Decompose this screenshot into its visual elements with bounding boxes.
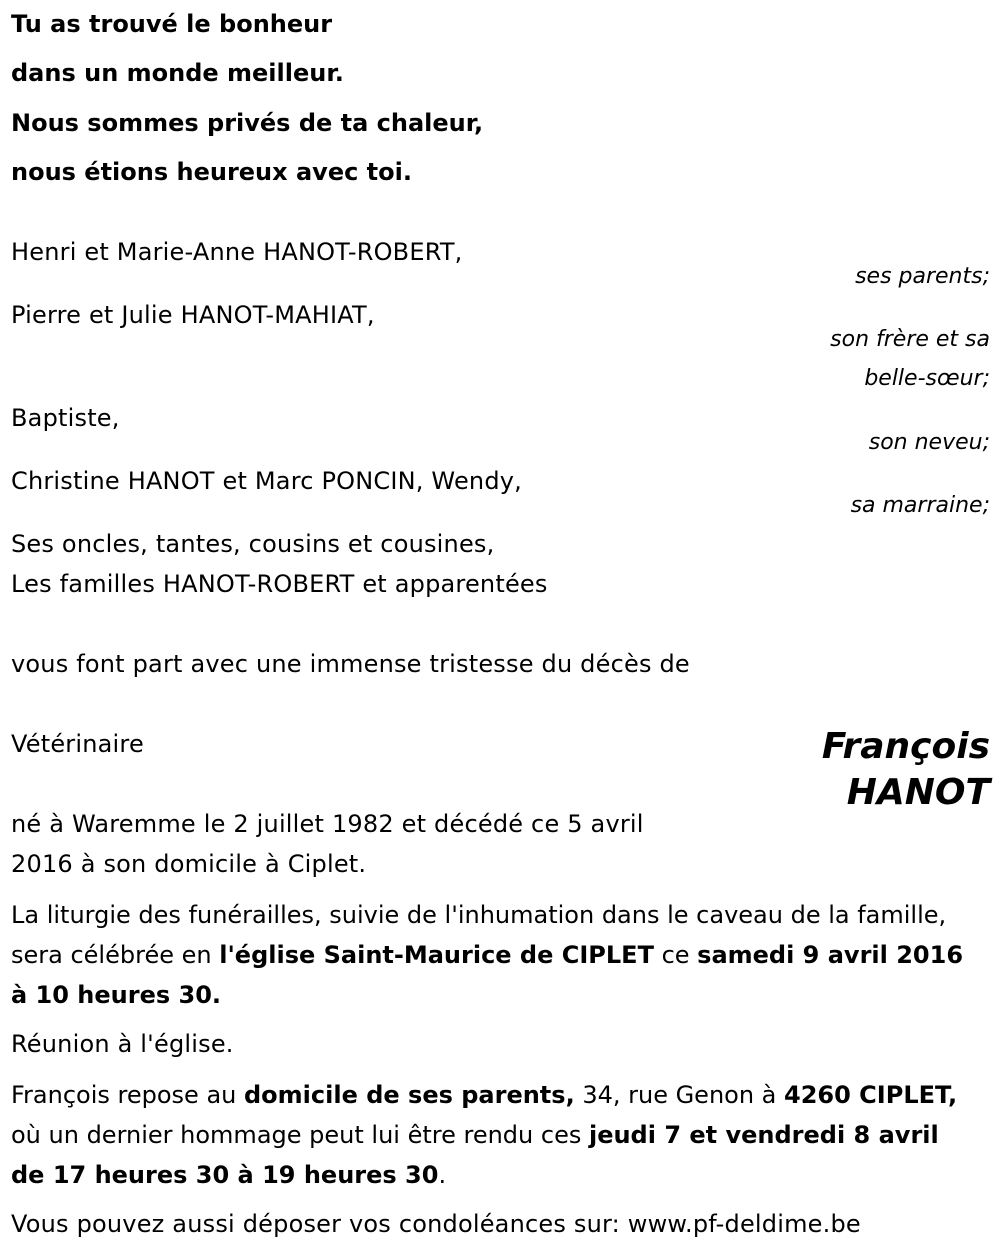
parents-relation: ses parents; [855, 264, 990, 289]
profession: Vétérinaire [11, 730, 144, 758]
poem-line-2: dans un monde meilleur. [11, 59, 344, 87]
nephew-relation: son neveu; [868, 430, 990, 455]
nephew-name: Baptiste, [11, 404, 120, 432]
visitation-paragraph [11, 1075, 971, 1195]
visitation-text-1: François repose au [11, 1081, 244, 1109]
relatives-line-2: Les familles HANOT-ROBERT et apparentées [11, 570, 548, 598]
funeral-datetime: samedi 9 avril 2016 à 10 heures 30. [11, 941, 964, 1009]
funeral-paragraph [11, 895, 971, 1015]
brother-relation-line-1: son frère et sa [830, 327, 990, 352]
brother-name: Pierre et Julie HANOT-MAHIAT, [11, 301, 375, 329]
visitation-location: domicile de ses parents, [244, 1081, 575, 1109]
poem-line-4: nous étions heureux avec toi. [11, 158, 412, 186]
birth-death-line-2: 2016 à son domicile à Ciplet. [11, 850, 367, 878]
deceased-last-name: HANOT [846, 772, 990, 813]
announcement: vous font part avec une immense tristesse du décès de [11, 650, 690, 678]
reunion: Réunion à l'église. [11, 1030, 234, 1058]
poem-line-1: Tu as trouvé le bonheur [11, 10, 333, 38]
funeral-church: l'église Saint-Maurice de CIPLET [219, 941, 654, 969]
visitation-dates: jeudi 7 et vendredi 8 avril de 17 heures 30 à 19 heures 30 [11, 1121, 939, 1189]
visitation-text-2: 34, rue Genon à [574, 1081, 785, 1109]
deceased-first-name: François [821, 726, 990, 767]
birth-death-line-1: né à Waremme le 2 juillet 1982 et décédé ce 5 avril [11, 810, 644, 838]
godmother-name: Christine HANOT et Marc PONCIN, Wendy, [11, 467, 523, 495]
visitation-town: 4260 CIPLET, [784, 1081, 958, 1109]
visitation-text-3: où un dernier hommage peut lui être rendu ces [11, 1121, 589, 1149]
poem-line-3: Nous sommes privés de ta chaleur, [11, 109, 484, 137]
visitation-text-4: . [438, 1161, 447, 1189]
relatives-line-1: Ses oncles, tantes, cousins et cousines, [11, 530, 495, 558]
funeral-intro: La liturgie des funérailles, suivie de l'inhumation dans le caveau de la famille, sera célébrée en [11, 901, 947, 969]
condolences-note: Vous pouvez aussi déposer vos condoléances sur: www.pf-deldime.be [11, 1210, 861, 1238]
godmother-relation: sa marraine; [850, 493, 990, 518]
parents-name: Henri et Marie-Anne HANOT-ROBERT, [11, 238, 463, 266]
brother-relation-line-2: belle-sœur; [864, 366, 990, 391]
funeral-mid: ce [653, 941, 698, 969]
